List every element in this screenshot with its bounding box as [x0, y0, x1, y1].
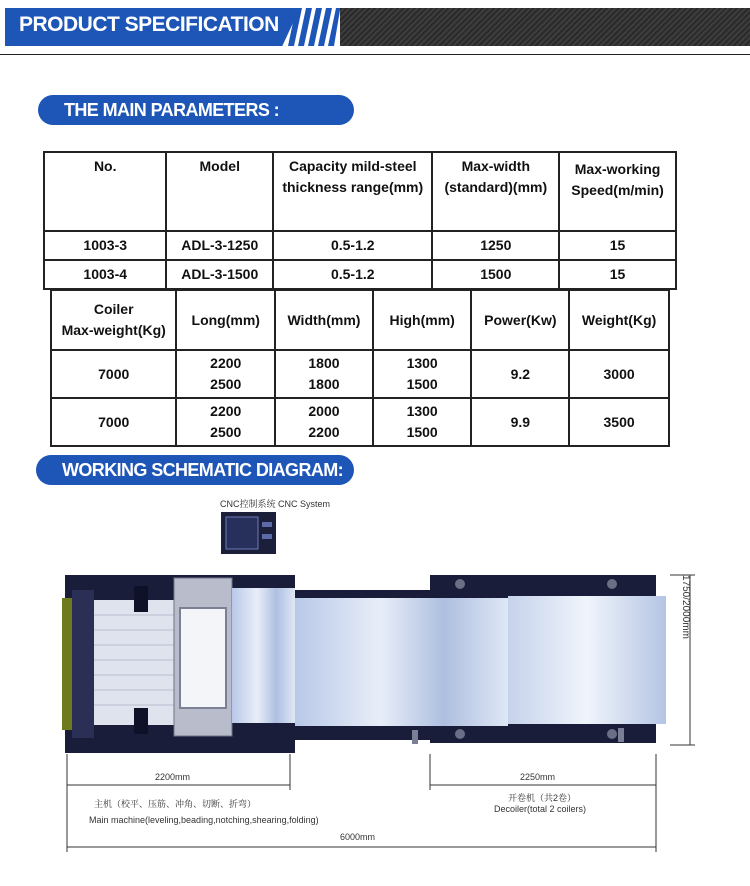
cnc-label: CNC控制系统 CNC System [220, 499, 331, 509]
dim-total-label: 6000mm [340, 832, 376, 842]
cell-weight: 3000 [569, 350, 669, 398]
decoiler-cn-label: 开卷机（共2卷） [508, 793, 577, 803]
cell-capacity: 0.5-1.2 [273, 260, 432, 289]
vertical-dim-label: 1750/2000mm [680, 575, 691, 639]
cell-no: 1003-4 [44, 260, 166, 289]
cell-value: 1500 [406, 376, 438, 392]
header-high: High(mm) [373, 290, 472, 350]
parameters-table [43, 151, 677, 290]
header-no [44, 152, 166, 231]
machine-drawing [0, 490, 750, 886]
cell-model: ADL-3-1250 [166, 231, 273, 260]
banner-title: PRODUCT SPECIFICATION [19, 13, 279, 36]
header-text: Capacity mild-steel [288, 158, 417, 174]
coiler-table [50, 289, 670, 447]
cell-power: 9.2 [471, 350, 569, 398]
main-machine-cn-label: 主机（校平、压筋、冲角、切断、折弯） [94, 799, 257, 809]
cell-model: ADL-3-1500 [166, 260, 273, 289]
cell-value: 1800 [308, 376, 340, 392]
cell-coiler: 7000 [51, 350, 176, 398]
header-max-width [432, 152, 559, 231]
section-title-main-parameters: THE MAIN PARAMETERS : [38, 95, 354, 125]
header-text: Max-width [461, 158, 531, 174]
table-row [44, 231, 676, 260]
cell-width [275, 350, 373, 398]
cell-speed: 15 [559, 260, 676, 289]
cell-capacity: 0.5-1.2 [273, 231, 432, 260]
banner-divider [0, 54, 750, 55]
header-weight: Weight(Kg) [569, 290, 669, 350]
table-header-row [44, 152, 676, 231]
cell-value: 1300 [406, 403, 438, 419]
cell-no: 1003-3 [44, 231, 166, 260]
cell-long [176, 350, 275, 398]
header-text: (standard)(mm) [444, 179, 548, 195]
cell-value: 2000 [308, 403, 340, 419]
dim-decoiler-label: 2250mm [520, 772, 556, 782]
cell-value: 2200 [210, 403, 242, 419]
header-width: Width(mm) [275, 290, 373, 350]
cell-high [373, 350, 472, 398]
cell-max-width: 1250 [432, 231, 559, 260]
header-banner [0, 0, 750, 56]
header-text: Max-working [574, 161, 661, 177]
decoiler-en-label: Decoiler(total 2 coilers) [494, 804, 587, 814]
header-text: Model [199, 158, 240, 174]
cnc-monitor-icon [221, 512, 276, 554]
header-model [166, 152, 273, 231]
cell-value: 1800 [308, 355, 340, 371]
table-row [44, 260, 676, 289]
main-machine-en-label: Main machine(leveling,beading,notching,shearing,folding) [89, 815, 319, 825]
header-text: thickness range(mm) [282, 179, 424, 195]
table-header-row [51, 290, 669, 350]
cell-width [275, 398, 373, 446]
cell-value: 2500 [210, 424, 242, 440]
cell-power: 9.9 [471, 398, 569, 446]
cell-coiler: 7000 [51, 398, 176, 446]
cell-max-width: 1500 [432, 260, 559, 289]
cell-high [373, 398, 472, 446]
header-text: Coiler [93, 301, 134, 317]
banner-stripes-icon [288, 8, 340, 46]
section-title-schematic: WORKING SCHEMATIC DIAGRAM: [36, 455, 354, 485]
cell-weight: 3500 [569, 398, 669, 446]
header-power: Power(Kw) [471, 290, 569, 350]
cell-speed: 15 [559, 231, 676, 260]
header-capacity [273, 152, 432, 231]
cell-value: 2200 [210, 355, 242, 371]
header-text: Speed(m/min) [571, 182, 664, 198]
header-max-speed [559, 152, 676, 231]
cell-value: 2500 [210, 376, 242, 392]
table-row [51, 350, 669, 398]
table-row [51, 398, 669, 446]
main-machine-icon [62, 575, 295, 753]
cell-value: 1300 [406, 355, 438, 371]
header-text: No. [93, 158, 117, 174]
schematic-diagram [0, 490, 750, 886]
header-long: Long(mm) [176, 290, 275, 350]
cell-long [176, 398, 275, 446]
header-text: Max-weight(Kg) [61, 322, 166, 338]
decoiler-icon [295, 575, 666, 744]
banner-dark-band [340, 8, 750, 46]
header-coiler [51, 290, 176, 350]
cell-value: 2200 [308, 424, 340, 440]
cell-value: 1500 [406, 424, 438, 440]
dim-main-label: 2200mm [155, 772, 191, 782]
